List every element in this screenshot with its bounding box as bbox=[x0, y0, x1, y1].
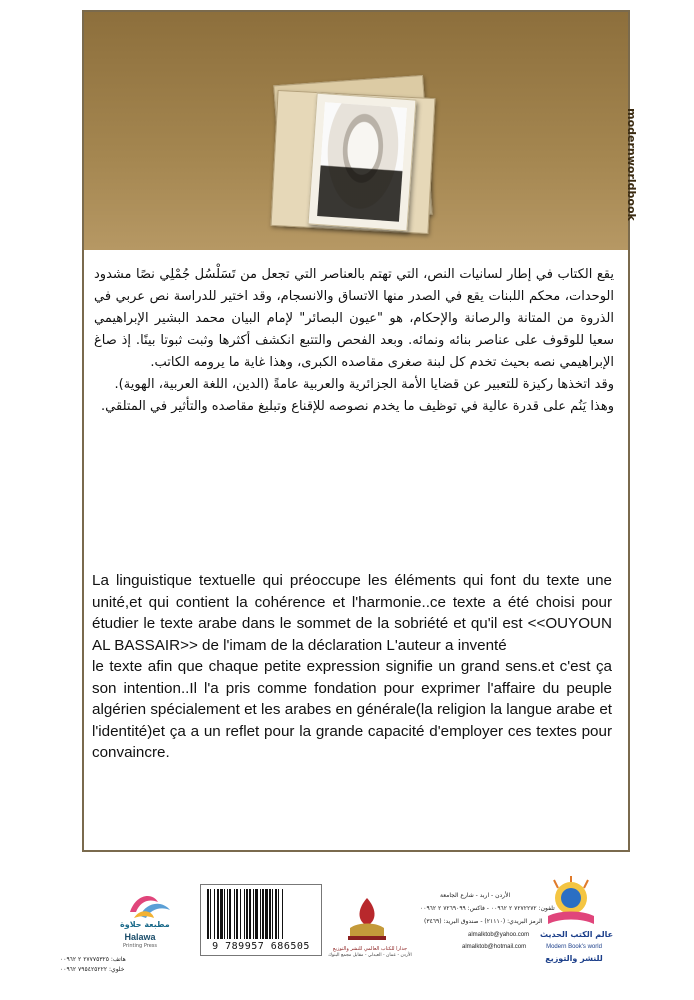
arabic-summary bbox=[94, 264, 614, 418]
barcode-bar bbox=[240, 889, 241, 939]
barcode-bar bbox=[244, 889, 245, 939]
barcode-bar bbox=[272, 889, 273, 939]
barcode-bar bbox=[249, 889, 251, 939]
modern-books-sub-ar: للنشر والتوزيع bbox=[545, 954, 603, 963]
arabic-paragraph-3: وهذا يَنُم على قدرة عالية في توظيف ما يخدم نصوصه للإقناع وتبليغ مقاصده والتأثير في المتلقي. bbox=[101, 399, 614, 414]
barcode-bar bbox=[265, 889, 268, 939]
address-line-1: الأردن - اربد - شارع الجامعة bbox=[440, 892, 511, 899]
barcode-bar bbox=[217, 889, 219, 939]
author-portrait-photo bbox=[308, 93, 417, 232]
barcode-bar bbox=[214, 889, 215, 939]
isbn-barcode bbox=[200, 884, 322, 956]
barcode-bar bbox=[220, 889, 223, 939]
barcode-bar bbox=[246, 889, 248, 939]
halawa-subtitle: Printing Press bbox=[123, 943, 157, 949]
isbn-number: 9 789957 686505 bbox=[212, 941, 310, 952]
barcode-icon bbox=[205, 889, 317, 939]
side-brand bbox=[624, 72, 638, 257]
barcode-bar bbox=[278, 889, 279, 939]
address-line-2: تلفون: ٧٢٧٢٢٧٢ ٢ ٠٠٩٦٢ - فاكس: ٧٢٦٩٠٩٩ ٢ ٠٠٩٦٢ bbox=[420, 905, 555, 912]
halawa-name-ar: مطبعة حلاوة bbox=[120, 920, 170, 929]
barcode-bar bbox=[234, 889, 235, 939]
address-line-3: الرمز البريدي: (٢١١١٠) - صندوق البريد: (٣٤٦٩) bbox=[424, 918, 543, 925]
halawa-phone-1: هاتف: ٢٧٧٧٥٣٢٥ ٢ ٠٠٩٦٢ bbox=[60, 956, 126, 963]
barcode-bar bbox=[227, 889, 228, 939]
publisher-name: جدارا للكتاب العالمي للنشر والتوزيع bbox=[332, 946, 408, 952]
french-summary bbox=[92, 570, 612, 764]
arabic-paragraph-2: وقد اتخذها ركيزة للتعبير عن قضايا الأمة الجزائرية والعربية عامةً (الدين، اللغة العربية، الهوية). bbox=[114, 377, 614, 392]
author-portrait bbox=[317, 102, 407, 221]
barcode-bar bbox=[207, 889, 209, 939]
side-brand-text: modernworldbook bbox=[624, 108, 638, 221]
barcode-bar bbox=[229, 889, 231, 939]
barcode-bar bbox=[262, 889, 264, 939]
barcode-bar bbox=[275, 889, 277, 939]
photo-collage bbox=[270, 74, 438, 238]
halawa-name-en: Halawa bbox=[124, 932, 156, 942]
publisher-address: الأردن - عمان - العبدلي - مقابل مجمع البنوك bbox=[328, 953, 412, 958]
publisher-logo-icon bbox=[336, 892, 398, 954]
email-1: almalktob@yahoo.com bbox=[468, 932, 530, 938]
modern-books-name-en: Modern Book's world bbox=[546, 944, 602, 950]
barcode-bar bbox=[255, 889, 258, 939]
barcode-bar bbox=[260, 889, 261, 939]
barcode-bar bbox=[269, 889, 271, 939]
halawa-phone-2: خلوي: ٧٩٥٤٢٥٢٢٢ ٠٠٩٦٢ bbox=[60, 966, 125, 973]
arabic-paragraph-1: يقع الكتاب في إطار لسانيات النص، التي تهتم بالعناصر التي تجعل من تَسَلْسُل جُمْلِي نصًا مشدود الوحدات، محكم اللبنات يقع في الصدر منها الاتساق والانسجام، وقد اختير للدراسة نص عربي في الذروة من المتانة والرصانة والإحكام، هو "عيون البصائر" لإمام البيان محمد البشير الإبراهيمي سعيا للوقوف على عناصر بنائه ونمائه. وبعد الفحص والتتبع انكشف أكثرها وثبت ثبوتا بينًا. إذ صاغ الإبراهيمي نصه بحيث تخدم كل لبنة صغرى مقاصده الكبرى، وهذا غاية ما يرومه الكاتب. bbox=[94, 267, 614, 370]
barcode-bar bbox=[236, 889, 238, 939]
barcode-bar bbox=[282, 889, 283, 939]
french-paragraph-2: le texte afin que chaque petite expression signifie un grand sens.et c'est ça son intention..Il l'a pris comme fondation pour exprimer l'affaire du peuple algérien spécialement et les arabes en générale(la religion la langue arabe et l'identité)et ça a un reflet pour la grande capacité d'employer ces textes pour convaincre. bbox=[92, 658, 612, 761]
french-paragraph-1: La linguistique textuelle qui préoccupe les éléments qui font du texte une unité,et qui contient la cohérence et l'harmonie..ce texte a été choisi pour étudier le texte arabe dans le sommet de la sobriété et qu'il est <<OUYOUN AL BASSAIR>> de l'imam de la déclaration L'auteur a inventé bbox=[92, 572, 612, 654]
barcode-bar bbox=[253, 889, 254, 939]
barcode-bar bbox=[224, 889, 225, 939]
modern-books-name-ar: عالم الكتب الحديث bbox=[540, 930, 614, 939]
barcode-bar bbox=[210, 889, 211, 939]
email-2: almalktob@hotmail.com bbox=[462, 944, 527, 950]
